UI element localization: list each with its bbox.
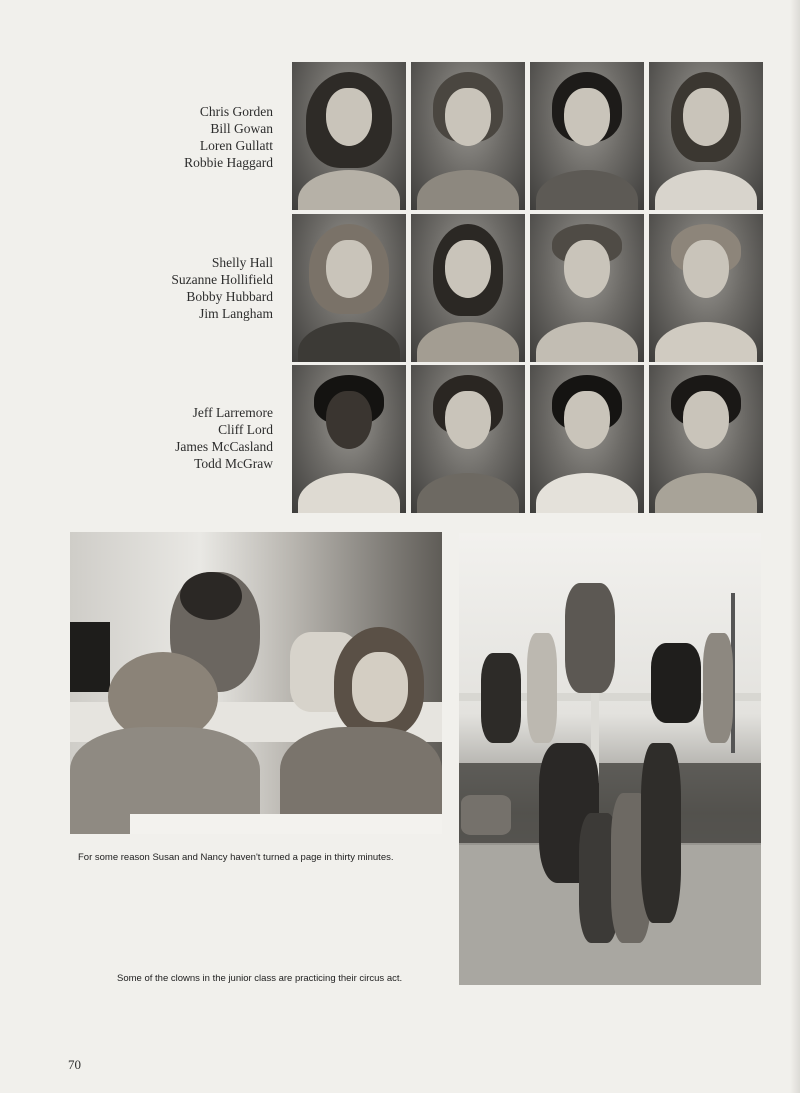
portrait-row-2 — [292, 214, 763, 362]
portrait-row-3 — [292, 365, 763, 513]
student-portrait — [530, 214, 644, 362]
study-photo — [70, 532, 442, 834]
student-portrait — [292, 214, 406, 362]
student-name: Shelly Hall — [211, 255, 273, 270]
name-list-row-2 — [171, 254, 273, 322]
student-name: Jim Langham — [199, 306, 273, 321]
portrait-row-1 — [292, 62, 763, 210]
clowns-photo-caption: Some of the clowns in the junior class are practicing their circus act. — [117, 973, 403, 984]
student-name: Bobby Hubbard — [186, 289, 273, 304]
student-name: Bill Gowan — [210, 121, 273, 136]
student-portrait — [411, 214, 525, 362]
page-number: 70 — [68, 1057, 81, 1072]
student-portrait — [649, 214, 763, 362]
student-name: James McCasland — [175, 439, 273, 454]
name-list-row-3 — [175, 404, 273, 472]
student-name: Jeff Larremore — [192, 405, 273, 420]
student-name: Todd McGraw — [194, 456, 273, 471]
student-name: Loren Gullatt — [199, 138, 273, 153]
student-portrait — [411, 365, 525, 513]
student-portrait — [530, 365, 644, 513]
student-portrait — [292, 62, 406, 210]
student-portrait — [649, 62, 763, 210]
student-name: Robbie Haggard — [184, 155, 273, 170]
name-list-row-1 — [184, 103, 273, 171]
study-photo-caption: For some reason Susan and Nancy haven't turned a page in thirty minutes. — [78, 852, 394, 863]
student-name: Suzanne Hollifield — [171, 272, 273, 287]
page-edge — [790, 0, 800, 1093]
student-name: Cliff Lord — [218, 422, 273, 437]
student-name: Chris Gorden — [199, 104, 273, 119]
clowns-photo — [459, 533, 761, 985]
student-portrait — [292, 365, 406, 513]
student-portrait — [649, 365, 763, 513]
student-portrait — [411, 62, 525, 210]
student-portrait — [530, 62, 644, 210]
